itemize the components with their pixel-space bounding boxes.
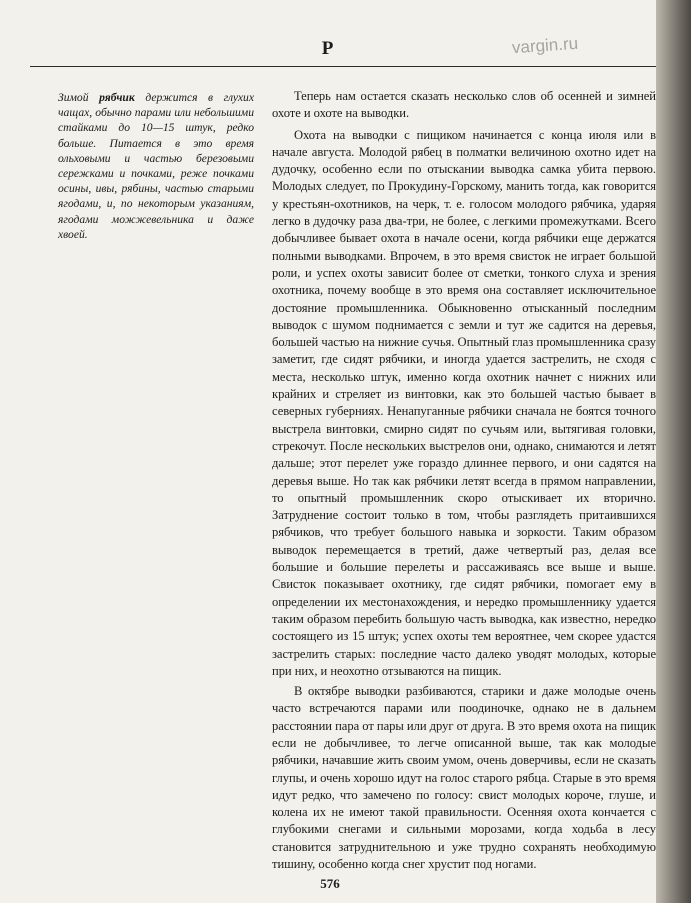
book-spine-shadow xyxy=(656,0,691,903)
page-number: 576 xyxy=(320,876,340,891)
paragraph: Охота на выводки с пищиком начинается с конца июля или в начале августа. Молодой рябец в полматки величиною охотно идет на дудочку, особенно если по отыскании выводка самка убита первою. Молодых следует, по Прокудину-Горскому, манить тогда, как говорится у крестьян-охотников, на черк, т. е. голосом молодого рябчика, ударяя легко в дудочку раза два-три, не более, с легкими промежутками. Всего добычливее бывает охота в начале осени, когда рябчики еще держатся полными выводками. Впрочем, в это время свисток не играет большой роли, и успех охоты зависит более от сметки, тонкого слуха и зрения охотника, почему вообще в это время она составляет исключительное достояние промышленника. Обыкновенно отысканный последним выводок с шумом поднимается с земли и тут же садится на деревья, большей частью на нижние сучья. Опытный глаз промышленника сразу заметит, где сидят рябчики, и иногда удается застрелить, не сходя с места, несколько штук, именно когда охотник начнет с нижних или крайних и стреляет из винтовки, как это большей частью бывает в северных губерниях. Ненапуганные рябчики сначала не боятся точного выстрела винтовки, смирно сидят по сучьям или, вытягивая головки, стрекочут. После нескольких выстрелов они, однако, снимаются и летят дальше; этот перелет уже гораздо длиннее первого, и они садятся на деревья выше. Но так как рябчики летят всегда в прямом направлении, то опытный промышленник скоро отыскивает их вторично. Затруднение состоит только в том, чтобы разглядеть притаившихся рябчиков, что требует большого навыка и зоркости. Таким образом выводок перемещается в третий, даже четвертый раз, делая все большие и большие перелеты и рассаживаясь все выше и выше. Свисток показывает охотнику, где сидят рябчики, помогает ему в определении их местонахождения, и нередко промышленнику удается таким образом перебить большую часть выводка, как известно, нередко состоящего из 15 штук; успех охоты тем вероятнее, чем скорее удастся застрелить старых: последние часто далеко уводят молодых, которые при них, и неохотно отзываются на пищик. xyxy=(272,127,656,678)
paragraph: Теперь нам остается сказать несколько слов об осенней и зимней охоте и охоте на выводки. xyxy=(272,89,656,121)
header-rule xyxy=(30,66,656,67)
paragraph: В октябре выводки разбиваются, старики и даже молодые очень часто встречаются парами или поодиночке, однако не в дальнем расстоянии пара от пары или друг от друга. В это время охота на пищик если не добычливее, то легче описанной выше, так как молодые рябчики, начавшие жить своим умом, очень доверчивы, если не сказать глупы, и очень хорошо идут на голос старого рябца. Старые в это время идут редко, что замечено по голосу: свист молодых короче, глуше, и колена их не имеют такой правильности. Осенняя охота кончается с глубокими снегами и сильными морозами, когда ходьба в лесу становится затруднительною и уже трудно сохранять необходимую тишину, особенно когда снег хрустит под ногами. xyxy=(272,684,656,872)
sidebar-text-after: держится в глухих чащах, обычно парами или небольшими стайками до 10—15 штук, редко больше. Питается в это время ольховыми и частью березовыми сережками и почками, реже почками осины, ивы, рябины, частью старыми ягодами, и, по некоторым указаниям, ягодами можжевельника и даже хвоей. xyxy=(58,91,254,241)
main-text-column xyxy=(272,88,656,873)
sidebar-text-before: Зимой xyxy=(58,91,100,104)
sidebar-note xyxy=(58,90,254,242)
watermark: vargin.ru xyxy=(511,33,579,58)
running-header-letter: Р xyxy=(321,38,335,59)
sidebar-bold-term: рябчик xyxy=(99,91,135,104)
